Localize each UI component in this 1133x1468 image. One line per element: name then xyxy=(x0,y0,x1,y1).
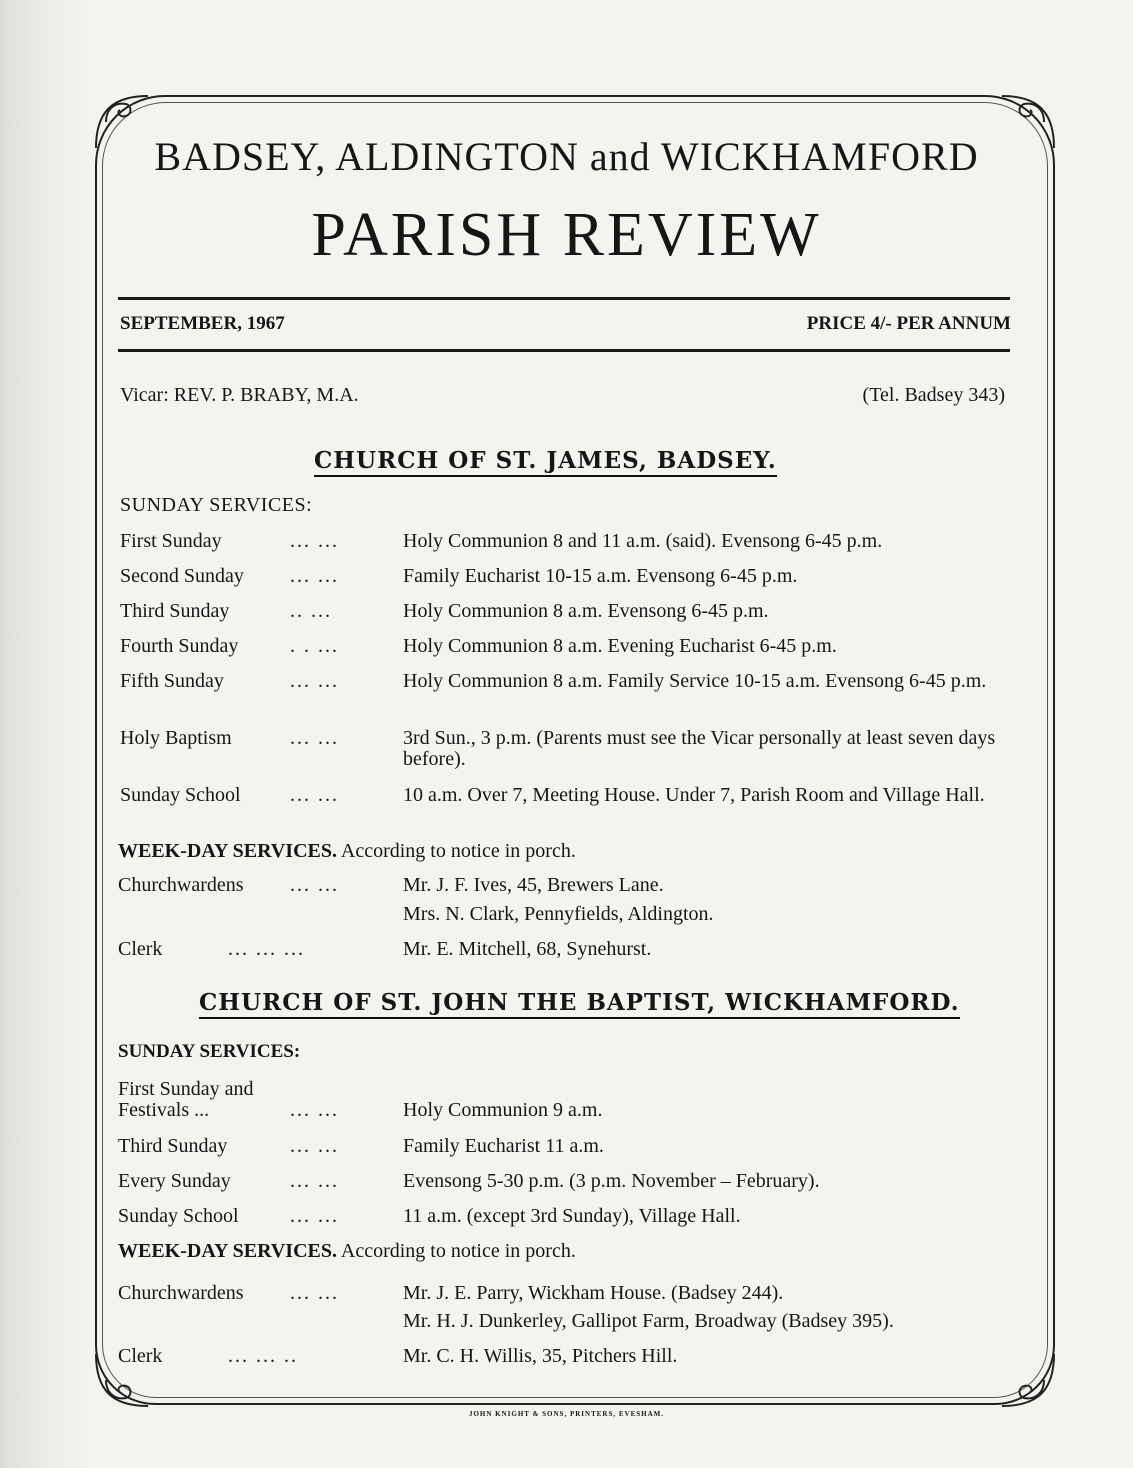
clerk-label: Clerk xyxy=(118,1345,163,1367)
churchwarden-entry: Mr. J. E. Parry, Wickham House. (Badsey 244). xyxy=(403,1282,784,1304)
churchwarden-entry: Mr. H. J. Dunkerley, Gallipot Farm, Broadway (Badsey 395). xyxy=(403,1310,894,1332)
service-details: 10 a.m. Over 7, Meeting House. Under 7, Parish Room and Village Hall. xyxy=(403,784,985,806)
vicar-telephone: (Tel. Badsey 343) xyxy=(862,384,1005,406)
service-details: Family Eucharist 10-15 a.m. Evensong 6-45 p.m. xyxy=(403,565,798,587)
service-details: Evensong 5-30 p.m. (3 p.m. November – February). xyxy=(403,1170,820,1192)
service-day: Fifth Sunday xyxy=(120,670,224,692)
service-details: Holy Communion 9 a.m. xyxy=(403,1099,603,1121)
leader-dots: .. ... xyxy=(290,600,332,622)
weekday-services-note: According to notice in porch. xyxy=(340,1240,576,1262)
service-day: Sunday School xyxy=(118,1205,239,1227)
issue-date: SEPTEMBER, 1967 xyxy=(120,313,285,334)
leader-dots: ... ... ... xyxy=(228,938,305,960)
service-details: Holy Communion 8 a.m. Family Service 10-15 a.m. Evensong 6-45 p.m. xyxy=(403,670,987,692)
scroll-ornament-icon xyxy=(998,1350,1058,1410)
sunday-services-heading: SUNDAY SERVICES: xyxy=(120,494,313,516)
clerk-label: Clerk xyxy=(118,938,163,960)
service-day: First Sunday and xyxy=(118,1078,254,1100)
service-day: First Sunday xyxy=(120,530,222,552)
weekday-services-line xyxy=(118,840,576,863)
service-details: 11 a.m. (except 3rd Sunday), Village Hall. xyxy=(403,1205,741,1227)
leader-dots: ... ... xyxy=(290,874,339,896)
leader-dots: ... ... xyxy=(290,1205,339,1227)
weekday-services-line xyxy=(118,1240,576,1263)
weekday-services-note: According to notice in porch. xyxy=(340,840,576,862)
service-details: Holy Communion 8 a.m. Evening Eucharist 6-45 p.m. xyxy=(403,635,837,657)
leader-dots: ... ... xyxy=(290,1170,339,1192)
leader-dots: ... ... xyxy=(290,530,339,552)
service-day: Every Sunday xyxy=(118,1170,231,1192)
sunday-services-heading: SUNDAY SERVICES: xyxy=(118,1041,301,1062)
service-details: Holy Communion 8 a.m. Evensong 6-45 p.m. xyxy=(403,600,769,622)
leader-dots: ... ... xyxy=(290,1135,339,1157)
issue-price: PRICE 4/- PER ANNUM xyxy=(806,313,1011,334)
churchwardens-label: Churchwardens xyxy=(118,874,244,896)
service-day: Sunday School xyxy=(120,784,241,806)
service-day: Third Sunday xyxy=(118,1135,228,1157)
masthead-parishes: BADSEY, ALDINGTON and WICKHAMFORD xyxy=(154,134,979,179)
leader-dots: ... ... xyxy=(290,784,339,806)
churchwarden-entry: Mrs. N. Clark, Pennyfields, Aldington. xyxy=(403,903,714,925)
service-details: Holy Communion 8 and 11 a.m. (said). Evensong 6-45 p.m. xyxy=(403,530,883,552)
churchwarden-entry: Mr. J. F. Ives, 45, Brewers Lane. xyxy=(403,874,664,896)
service-day: Second Sunday xyxy=(120,565,244,587)
clerk-entry: Mr. C. H. Willis, 35, Pitchers Hill. xyxy=(403,1345,678,1367)
leader-dots: ... ... xyxy=(290,1099,339,1121)
leader-dots: . . ... xyxy=(290,635,339,657)
service-day: Fourth Sunday xyxy=(120,635,239,657)
section-title-badsey: CHURCH OF ST. JAMES, BADSEY. xyxy=(314,447,777,477)
section-title-wickhamford: CHURCH OF ST. JOHN THE BAPTIST, WICKHAMFORD. xyxy=(199,989,960,1019)
service-details: 3rd Sun., 3 p.m. (Parents must see the Vicar personally at least seven days before). xyxy=(403,727,996,770)
leader-dots: ... ... xyxy=(290,727,339,749)
vicar-name: Vicar: REV. P. BRABY, M.A. xyxy=(120,384,359,406)
printer-imprint: JOHN KNIGHT & SONS, PRINTERS, EVESHAM. xyxy=(468,1410,664,1418)
masthead-rule-top xyxy=(118,297,1010,300)
masthead-rule-bottom xyxy=(118,349,1010,352)
leader-dots: ... ... xyxy=(290,1282,339,1304)
service-day: Third Sunday xyxy=(120,600,230,622)
service-details: Family Eucharist 11 a.m. xyxy=(403,1135,604,1157)
service-day: Holy Baptism xyxy=(120,727,232,749)
leader-dots: ... ... .. xyxy=(228,1345,298,1367)
leader-dots: ... ... xyxy=(290,670,339,692)
masthead-title: PARISH REVIEW xyxy=(311,201,822,269)
weekday-services-label: WEEK-DAY SERVICES. xyxy=(118,1240,337,1262)
weekday-services-label: WEEK-DAY SERVICES. xyxy=(118,840,337,862)
churchwardens-label: Churchwardens xyxy=(118,1282,244,1304)
leader-dots: ... ... xyxy=(290,565,339,587)
service-day: Festivals ... xyxy=(118,1099,210,1121)
clerk-entry: Mr. E. Mitchell, 68, Synehurst. xyxy=(403,938,652,960)
